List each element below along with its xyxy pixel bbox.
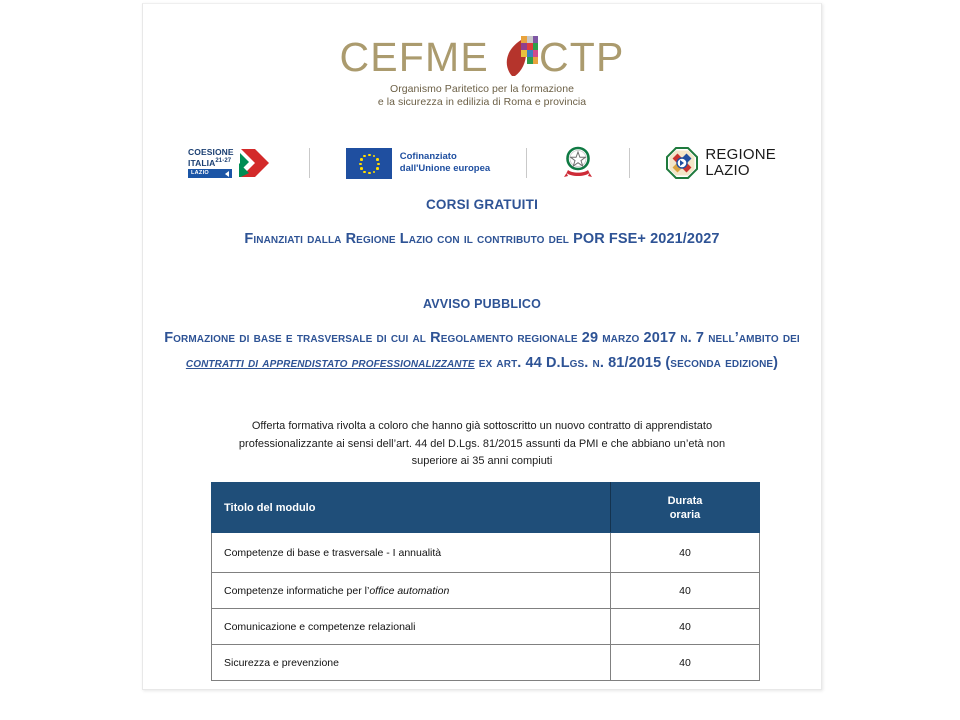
cell-titolo: Competenze di base e trasversale - I annualità	[212, 533, 611, 573]
modules-table-head	[212, 483, 760, 533]
cell-titolo: Comunicazione e competenze relazionali	[212, 609, 611, 645]
cell-titolo-text: Competenze informatiche per l’	[224, 584, 370, 597]
coesione-line1: COESIONE	[188, 147, 234, 158]
modules-table-body	[212, 533, 760, 681]
column-header-titolo: Titolo del modulo	[212, 483, 611, 533]
modules-table	[211, 482, 760, 681]
repubblica-italiana-emblem-icon	[563, 146, 593, 180]
table-row	[212, 573, 760, 609]
cell-durata: 40	[611, 645, 760, 681]
brand-tagline	[143, 83, 821, 108]
coesione-italia-icon	[188, 146, 273, 180]
heading-formazione-emphasis: contratti di apprendistato professionalizzante	[185, 355, 475, 371]
column-header-durata-line2: oraria	[669, 508, 701, 521]
table-row	[212, 609, 760, 645]
eu-label	[400, 151, 490, 175]
logo-repubblica-italiana	[563, 146, 593, 180]
funder-divider-2	[526, 148, 527, 178]
brand-tagline-line2: e la sicurezza in edilizia di Roma e provincia	[377, 95, 587, 108]
funder-divider-3	[629, 148, 630, 178]
logo-regione-lazio	[666, 147, 776, 179]
heading-corsi-gratuiti: CORSI GRATUITI	[425, 197, 539, 212]
coesione-chevron-icon	[239, 147, 273, 179]
column-header-durata	[611, 483, 760, 533]
regione-lazio-emblem-icon	[666, 147, 698, 179]
coesione-line2: ITALIA	[188, 157, 216, 168]
coesione-years: 21-27	[215, 157, 232, 164]
brand-wordmark	[339, 34, 624, 80]
cell-titolo	[212, 573, 611, 609]
coesione-region-badge: LAZIO	[188, 169, 232, 178]
cefme-ctp-logo-mark-icon	[492, 35, 538, 79]
heading-avviso-pubblico: AVVISO PUBBLICO	[422, 297, 542, 311]
coesione-arrow-icon	[225, 171, 229, 177]
eu-label-line2: dall'Unione europea	[399, 163, 491, 174]
cell-durata: 40	[611, 573, 760, 609]
cell-durata: 40	[611, 533, 760, 573]
brand-word-cefme: CEFME	[339, 34, 489, 80]
funder-logo-strip	[188, 140, 776, 186]
heading-formazione-part2: ex art. 44 D.Lgs. n. 81/2015 (seconda edizione)	[474, 355, 779, 371]
document-page	[142, 3, 822, 690]
brand-logo	[143, 34, 821, 108]
table-row	[212, 533, 760, 573]
logo-coesione-italia	[188, 146, 273, 180]
regione-lazio-line1: REGIONE	[705, 146, 776, 163]
brand-word-ctp: CTP	[538, 34, 625, 80]
regione-lazio-label	[705, 147, 776, 179]
column-header-durata-line1: Durata	[667, 494, 703, 507]
eu-label-line1: Cofinanziato	[399, 151, 457, 162]
table-header-row	[212, 483, 760, 533]
brand-tagline-line1: Organismo Paritetico per la formazione	[390, 83, 574, 95]
cell-titolo: Sicurezza e prevenzione	[212, 645, 611, 681]
heading-formazione-part1: Formazione di base e trasversale di cui al Regolamento regionale 29 marzo 2017 n. 7 nell’ambito dei	[164, 330, 800, 346]
regione-lazio-line2: LAZIO	[705, 162, 750, 179]
funder-divider-1	[309, 148, 310, 178]
logo-cofinanziato-ue	[346, 148, 490, 179]
intro-paragraph: Offerta formativa rivolta a coloro che hanno già sottoscritto un nuovo contratto di apprendistato professionalizzante ai sensi dell’art. 44 del D.Lgs. 81/2015 assunti da PMI e che abbiano un’età non superiore ai 35 anni compiuti	[238, 420, 726, 467]
heading-finanziati: Finanziati dalla Regione Lazio con il contributo del POR FSE+ 2021/2027	[244, 231, 720, 247]
eu-flag-icon	[346, 148, 392, 179]
heading-formazione	[163, 326, 801, 376]
cell-titolo-italic: office automation	[369, 584, 450, 597]
cell-durata: 40	[611, 609, 760, 645]
table-row	[212, 645, 760, 681]
